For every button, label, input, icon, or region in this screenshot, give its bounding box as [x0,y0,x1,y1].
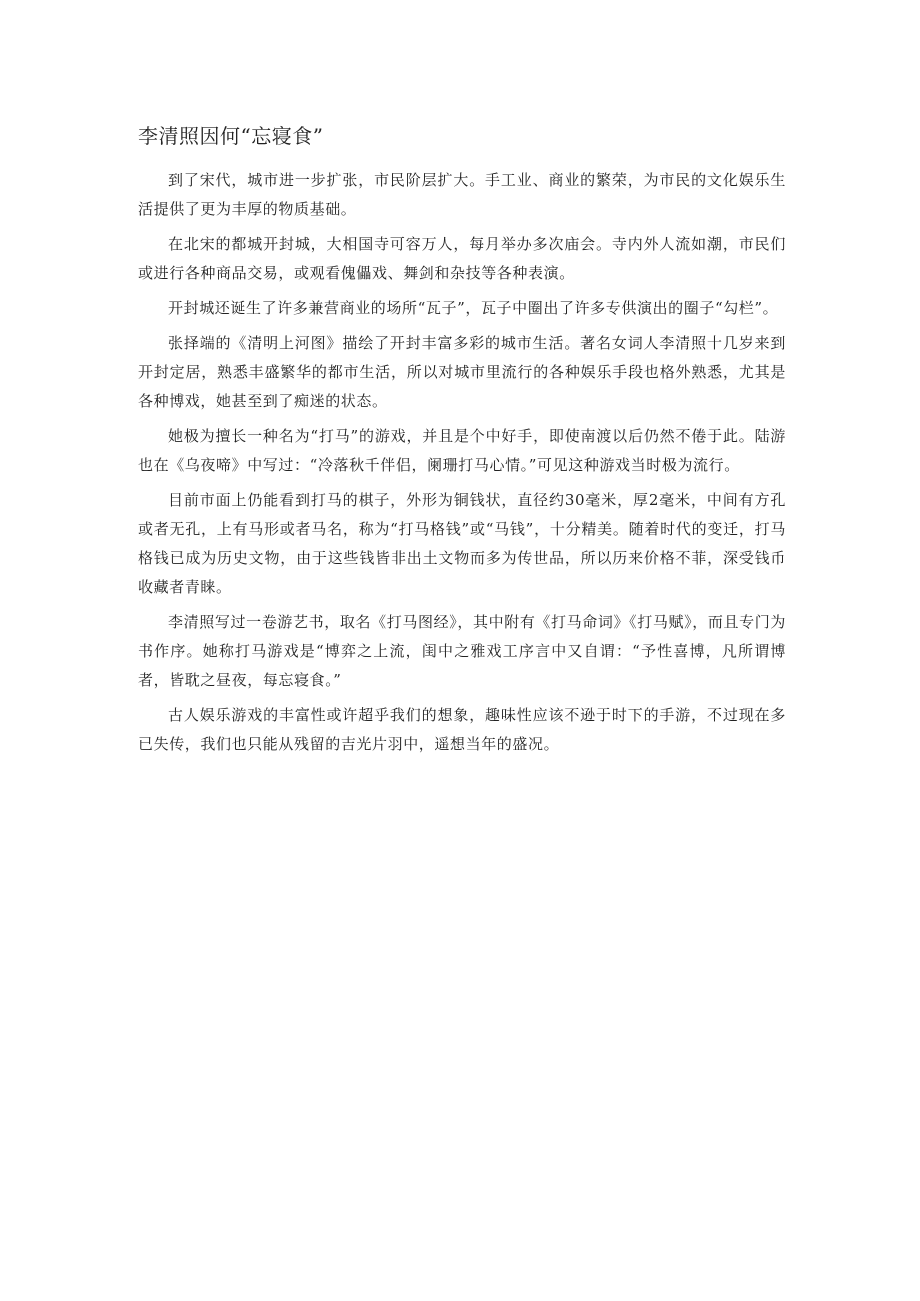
paragraph-3: 开封城还诞生了许多兼营商业的场所“瓦子”，瓦子中圈出了许多专供演出的圈子“勾栏”。 [168,299,779,317]
paragraph-7: 李清照写过一卷游艺书，取名《打马图经》，其中附有《打马命词》《打马赋》，而且专门为书作序。她称打马游戏是“博弈之上流，闺中之雅戏工序言中又自谓：“予性喜博，凡所谓博者，皆耽之昼夜，每忘寝食。” [138,613,786,689]
document-page [138,118,786,765]
paragraph-5: 她极为擅长一种名为“打马”的游戏，并且是个中好手，即使南渡以后仍然不倦于此。陆游也在《乌夜啼》中写过：“冷落秋千伴侣，阑珊打马心情。”可见这种游戏当时极为流行。 [138,427,786,474]
paragraph-4: 张择端的《清明上河图》描绘了开封丰富多彩的城市生活。著名女词人李清照十几岁来到开封定居，熟悉丰盛繁华的都市生活，所以对城市里流行的各种娱乐手段也格外熟悉，尤其是各种博戏，她甚至到了痴迷的状态。 [138,334,786,410]
paragraph-2: 在北宋的都城开封城，大相国寺可容万人，每月举办多次庙会。寺内外人流如潮，市民们或进行各种商品交易，或观看傀儡戏、舞剑和杂技等各种表演。 [138,235,786,282]
document-title: 李清照因何“忘寝食” [138,124,324,148]
paragraph-8: 古人娱乐游戏的丰富性或许超乎我们的想象，趣味性应该不逊于时下的手游，不过现在多已失传，我们也只能从残留的吉光片羽中，遥想当年的盛况。 [138,706,786,753]
paragraph-1: 到了宋代，城市进一步扩张，市民阶层扩大。手工业、商业的繁荣，为市民的文化娱乐生活提供了更为丰厚的物质基础。 [138,171,786,218]
paragraph-6: 目前市面上仍能看到打马的棋子，外形为铜钱状，直径约30毫米，厚2毫米，中间有方孔或者无孔，上有马形或者马名，称为“打马格钱”或“马钱”，十分精美。随着时代的变迁，打马格钱已成为历史文物，由于这些钱皆非出土文物而多为传世品，所以历来价格不菲，深受钱币收藏者青睐。 [138,491,786,596]
